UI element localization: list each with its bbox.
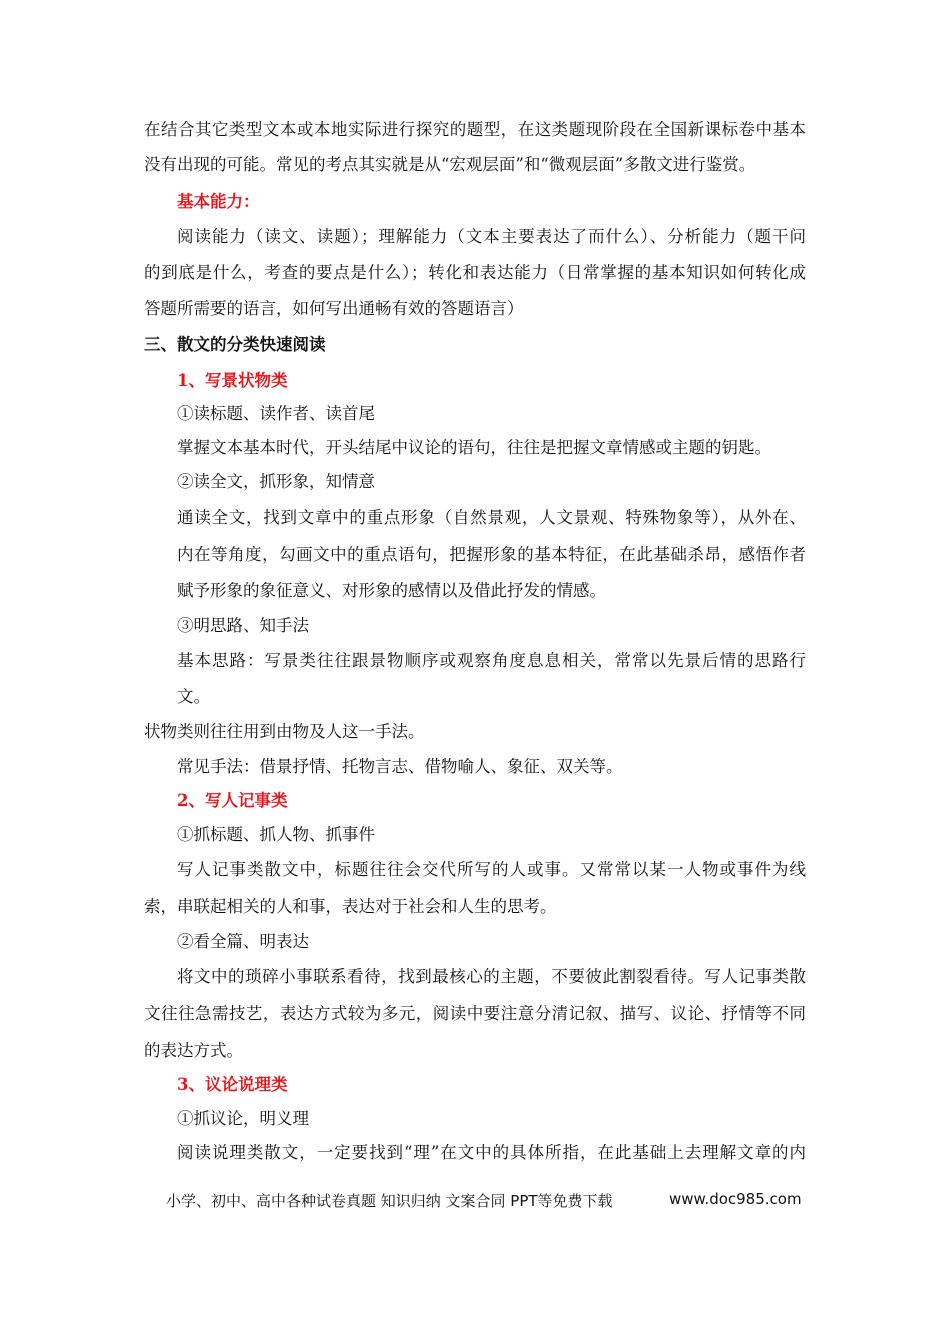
- paragraph-line: 在结合其它类型文本或本地实际进行探究的题型，在这类题现阶段在全国新课标卷中基本: [144, 120, 806, 139]
- step-heading: ①抓标题、抓人物、抓事件: [177, 825, 375, 844]
- section-heading-basic-ability: 基本能力：: [177, 192, 260, 211]
- footer-url-link[interactable]: www.doc985.com: [669, 1190, 802, 1208]
- paragraph-line: 状物类则往往用到由物及人这一手法。: [144, 722, 425, 741]
- step-heading: ②读全文，抓形象，知情意: [177, 472, 375, 491]
- subsection-heading-3: 3、议论说理类: [177, 1075, 288, 1094]
- paragraph-line: 赋予形象的象征意义、对形象的感情以及借此抒发的情感。: [177, 581, 606, 600]
- footer-text: 小学、初中、高中各种试卷真题 知识归纳 文案合同 PPT等免费下载: [166, 1192, 613, 1210]
- step-heading: ③明思路、知手法: [177, 616, 309, 635]
- paragraph-line: 阅读能力（读文、读题）；理解能力（文本主要表达了而什么）、分析能力（题干问: [177, 227, 806, 246]
- paragraph-line: 没有出现的可能。常见的考点其实就是从“宏观层面”和“微观层面”多散文进行鉴赏。: [144, 155, 756, 174]
- page-footer: [166, 1190, 802, 1211]
- paragraph-line: 索，串联起相关的人和事，表达对于社会和人生的思考。: [144, 897, 557, 916]
- paragraph-line: 的表达方式。: [144, 1041, 243, 1060]
- step-heading: ①读标题、读作者、读首尾: [177, 404, 375, 423]
- paragraph-line: 阅读说理类散文，一定要找到“理”在文中的具体所指，在此基础上去理解文章的内: [177, 1143, 806, 1162]
- paragraph-line: 的到底是什么，考查的要点是什么）；转化和表达能力（日常掌握的基本知识如何转化成: [144, 263, 806, 282]
- paragraph-line: 答题所需要的语言，如何写出通畅有效的答题语言）: [144, 299, 524, 318]
- subsection-heading-2: 2、写人记事类: [177, 791, 288, 810]
- paragraph-line: 通读全文，找到文章中的重点形象（自然景观，人文景观、特殊物象等），从外在、: [177, 508, 806, 527]
- paragraph-line: 基本思路：写景类往往跟景物顺序或观察角度息息相关，常常以先景后情的思路行: [177, 651, 806, 670]
- paragraph-line: 常见手法：借景抒情、托物言志、借物喻人、象征、双关等。: [177, 757, 623, 776]
- paragraph-line: 写人记事类散文中，标题往往会交代所写的人或事。又常常以某一人物或事件为线: [177, 860, 806, 879]
- paragraph-line: 掌握文本基本时代，开头结尾中议论的语句，往往是把握文章情感或主题的钥匙。: [177, 438, 771, 457]
- step-heading: ②看全篇、明表达: [177, 932, 309, 951]
- paragraph-line: 文。: [177, 687, 210, 706]
- paragraph-line: 内在等角度，勾画文中的重点语句，把握形象的基本特征，在此基础杀昂，感悟作者: [177, 545, 806, 564]
- paragraph-line: 将文中的琐碎小事联系看待，找到最核心的主题，不要彼此割裂看待。写人记事类散: [177, 967, 806, 986]
- subsection-heading-1: 1、写景状物类: [177, 371, 288, 390]
- paragraph-line: 文往往急需技艺，表达方式较为多元，阅读中要注意分清记叙、描写、议论、抒情等不同: [144, 1004, 806, 1023]
- section-heading-3: 三、散文的分类快速阅读: [144, 335, 326, 354]
- step-heading: ①抓议论，明义理: [177, 1109, 309, 1128]
